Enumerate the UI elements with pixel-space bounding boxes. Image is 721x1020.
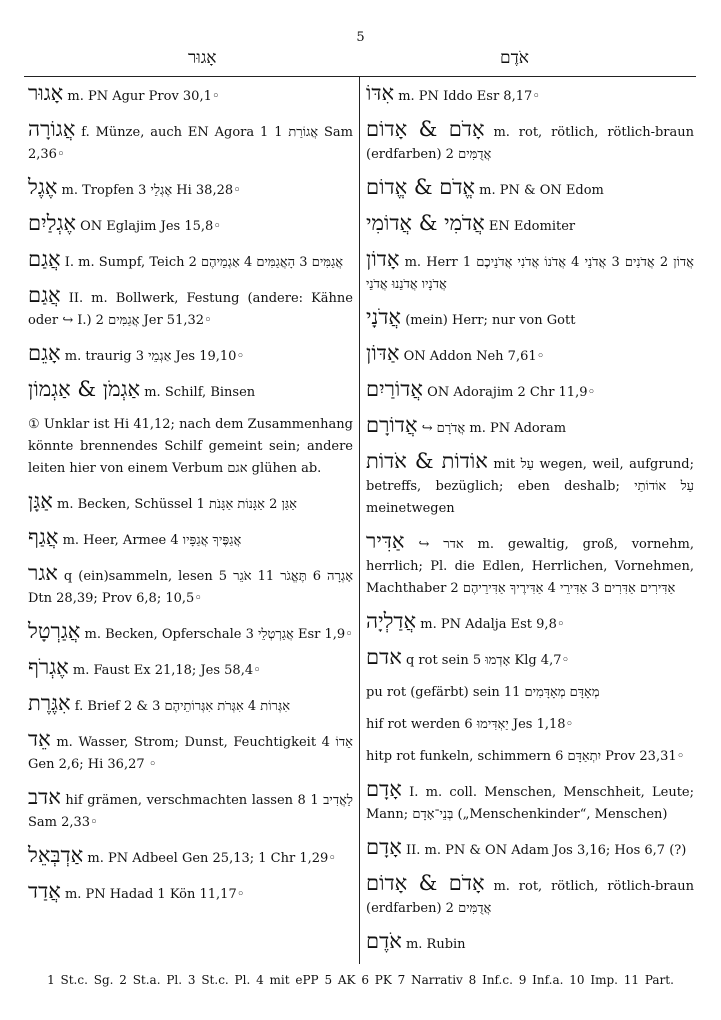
headword: אֵד (28, 727, 51, 751)
dictionary-entry (28, 692, 353, 718)
entry-text: m. Faust Ex 21,18; Jes 58,4◦ (72, 663, 261, 678)
entry-text: f. Münze, auch EN Agora 1 אֲגוֹרַת 1 Sam 2,36◦ (28, 125, 354, 162)
dictionary-entry (28, 880, 353, 906)
dictionary-entry (366, 714, 694, 736)
headword: אֶגֶל (28, 175, 58, 199)
entry-text: EN Edomiter (488, 219, 576, 234)
dictionary-entry (366, 682, 694, 704)
running-header-left: אָגוּר (188, 48, 217, 68)
headword: אַגְמֹן & אַגְמוֹן (28, 377, 141, 401)
entry-text: m. rot, rötlich, rötlich-braun (erdfarben) 2 אֲדֻמִּים (366, 879, 694, 916)
headword: אוֹדוֹת & אֹדוֹת (366, 449, 488, 473)
entry-text: ON Addon Neh 7,61◦ (403, 349, 545, 364)
dictionary-entry (366, 530, 694, 600)
entry-text: m. Becken, Opferschale 3 אֲגַרְטְלֵי Esr 1,9◦ (84, 627, 353, 642)
entry-text: ON Eglajim Jes 15,8◦ (80, 219, 221, 234)
headword: אֶגְלַיִם (28, 211, 76, 235)
headword: אֲדֹמִי & אֲדוֹמִי (366, 211, 485, 235)
headword: אֲגַם (28, 247, 61, 271)
dictionary-entry (28, 656, 353, 682)
entry-text: f. Brief 2 & 3 אִגְּרוֹת 4 אִגְּרֹת אִגְּרוֹתֵיהֶם (74, 699, 291, 714)
entry-text: ↪ אֲדֹרָם m. PN Adoram (421, 421, 567, 436)
entry-text: m. PN & ON Edom (479, 183, 604, 198)
entry-text: q rot sein 5 אָדְמוּ Klg 4,7◦ (405, 653, 570, 668)
headword: אִדּוֹ (366, 81, 395, 105)
headword: אדב (28, 785, 61, 809)
dictionary-entry (28, 562, 353, 610)
dictionary-entry (366, 118, 694, 166)
dictionary-entry (366, 610, 694, 636)
headword: אֲדַד (28, 879, 61, 903)
headword: אָדֹם & אָדוֹם (366, 117, 485, 141)
dictionary-entry (366, 450, 694, 520)
dictionary-entry (28, 82, 353, 108)
entry-text: m. Wasser, Strom; Dunst, Feuchtigkeit 4 אֵדוֹ Gen 2,6; Hi 36,27 ◦ (28, 735, 353, 772)
dictionary-entry (28, 844, 353, 870)
entry-text: hif grämen, verschmachten lassen 8 לַאֲדִיב 1 Sam 2,33◦ (28, 793, 353, 830)
page-number: 5 (356, 30, 365, 45)
headword: אֲדֹנָי (366, 305, 402, 329)
headword: אִגֶּרֶת (28, 691, 71, 715)
footer-legend: 1 St.c. Sg. 2 St.a. Pl. 3 St.c. Pl. 4 mit ePP 5 AK 6 PK 7 Narrativ 8 Inf.c. 9 Inf.a. 10 Imp. 11 Part. (47, 973, 674, 987)
headword: אֲגוֹרָה (28, 117, 76, 141)
headword: אָדָם (366, 777, 402, 801)
entry-text: hitp rot funkeln, schimmern 6 יִתְאַדָּם Prov 23,31◦ (366, 749, 685, 764)
header-rule (24, 76, 696, 77)
entry-text: q (ein)sammeln, lesen 5 אָגְרָה 6 תֶּאֱגֹר 11 אֹגֵר Dtn 28,39; Prov 6,8; 10,5◦ (28, 569, 353, 606)
headword: אֹדֶם (366, 929, 402, 953)
headword: אָדָם (366, 835, 402, 859)
dictionary-entry (366, 930, 694, 956)
headword: אדם (366, 645, 402, 669)
entry-text: I. m. Sumpf, Teich 2 אֲגַמִּים 3 הָאֲגַמִּים 4 אַגְמֵיהֶם (64, 255, 344, 270)
entry-text: II. m. PN & ON Adam Jos 3,16; Hos 6,7 (?) (405, 843, 687, 858)
entry-text: mit עַל wegen, weil, aufgrund; betreffs, bezüglich; eben deshalb; עַל אוֹדוֹתַי meinetwegen (366, 457, 695, 516)
dictionary-entry (28, 284, 353, 332)
entry-text: (mein) Herr; nur von Gott (405, 313, 576, 328)
dictionary-entry (366, 836, 694, 862)
dictionary-entry (366, 176, 694, 202)
entry-text: ① Unklar ist Hi 41,12; nach dem Zusammenhang könnte brennendes Schilf gemeint sein; andere leiten hier von einem Verbum אגם glühen ab. (28, 417, 353, 476)
entry-text: hif rot werden 6 יַאְדִּימוּ Jes 1,18◦ (366, 717, 574, 732)
entry-text: m. Tropfen 3 אֶגְלֵי Hi 38,28◦ (61, 183, 241, 198)
entry-text: m. Rubin (405, 937, 466, 952)
dictionary-entry (28, 414, 353, 480)
left-column (28, 82, 353, 916)
headword: אָדוֹן (366, 247, 400, 271)
dictionary-entry (366, 342, 694, 368)
dictionary-entry (28, 342, 353, 368)
headword: אַגָּן (28, 489, 53, 513)
entry-text: I. m. coll. Menschen, Menschheit, Leute; Mann; בְּנֵי־אָדָם („Menschenkinder“, Menschen) (366, 785, 694, 822)
running-header-right: אֹדֶם (500, 48, 529, 68)
entry-text: m. traurig 3 אַגְמֵי Jes 19,10◦ (64, 349, 245, 364)
dictionary-entry (366, 746, 694, 768)
entry-text: m. Heer, Armee 4 אֲגַפֶּיךָ אֲגַפָּיו (62, 533, 242, 548)
dictionary-entry (366, 82, 694, 108)
entry-text: m. rot, rötlich, rötlich-braun (erdfarben) 2 אֲדֻמִּים (366, 125, 694, 162)
dictionary-entry (366, 778, 694, 826)
entry-text: pu rot (gefärbt) sein 11 מְאָדָּם מְאָדָּמִים (366, 685, 600, 700)
headword: אֲדוֹרָם (366, 413, 418, 437)
headword: אַדִּיר (366, 529, 405, 553)
headword: אֶגְרֹף (28, 655, 69, 679)
dictionary-entry (28, 620, 353, 646)
entry-text: m. Herr 1 אֲדוֹן 2 אֲדֹנִים 3 אֲדֹנֵי 4 אֲדֹנוֹ אֲדֹנִי אֲדֹנֵיכֶם אֲדֹנָיו אֲדֹנֵנוּ אֲדֹנֵי (366, 255, 694, 292)
entry-text: m. PN Iddo Esr 8,17◦ (398, 89, 540, 104)
headword: אֲדוֹרַיִם (366, 377, 424, 401)
headword: אֱדֹם & אֱדוֹם (366, 175, 476, 199)
column-divider (359, 76, 360, 964)
headword: אָגוּר (28, 81, 64, 105)
dictionary-entry (28, 118, 353, 166)
dictionary-entry (366, 378, 694, 404)
entry-text: m. PN Hadad 1 Kön 11,17◦ (64, 887, 245, 902)
dictionary-entry (366, 248, 694, 296)
entry-text: m. PN Adbeel Gen 25,13; 1 Chr 1,29◦ (87, 851, 336, 866)
dictionary-entry (28, 490, 353, 516)
headword: אָדֹם & אָדוֹם (366, 871, 485, 895)
entry-text: m. PN Adalja Est 9,8◦ (420, 617, 565, 632)
dictionary-entry (366, 872, 694, 920)
entry-text: m. Becken, Schüssel 1 אַגַּן 2 אַגָּנוֹת אַגָּנֹת (57, 497, 297, 512)
headword: אֲגַם (28, 283, 61, 307)
dictionary-entry (366, 212, 694, 238)
dictionary-entry (28, 728, 353, 776)
dictionary-entry (28, 176, 353, 202)
headword: אַדּוֹן (366, 341, 400, 365)
headword: אגר (28, 561, 58, 585)
dictionary-entry (366, 646, 694, 672)
dictionary-entry (28, 526, 353, 552)
dictionary-entry (28, 786, 353, 834)
entry-text: m. PN Agur Prov 30,1◦ (67, 89, 220, 104)
headword: אֲגַף (28, 525, 59, 549)
dictionary-entry (28, 212, 353, 238)
entry-text: ON Adorajim 2 Chr 11,9◦ (427, 385, 596, 400)
dictionary-entry (28, 248, 353, 274)
headword: אַדְבְּאֵל (28, 843, 84, 867)
dictionary-entry (366, 414, 694, 440)
dictionary-entry (28, 378, 353, 404)
headword: אֲדַלְיָה (366, 609, 417, 633)
right-column (366, 82, 694, 966)
entry-text: II. m. Bollwerk, Festung (andere: Kähne oder ↪ I.) 2 אֲגַמִּים Jer 51,32◦ (28, 291, 353, 328)
dictionary-entry (366, 306, 694, 332)
entry-text: m. Schilf, Binsen (144, 385, 256, 400)
headword: אָגֵם (28, 341, 61, 365)
entry-text: ↪ אדר m. gewaltig, groß, vornehm, herrlich; Pl. die Edlen, Herrlichen, Vornehmen, Machthaber 2 אַדִּירִים אַדִּרִים 3 אַדִּירֵי 4 אַדִּירֶיךָ אַדִּירֵיהֶם (366, 537, 694, 596)
headword: אֲגַרְטָל (28, 619, 81, 643)
